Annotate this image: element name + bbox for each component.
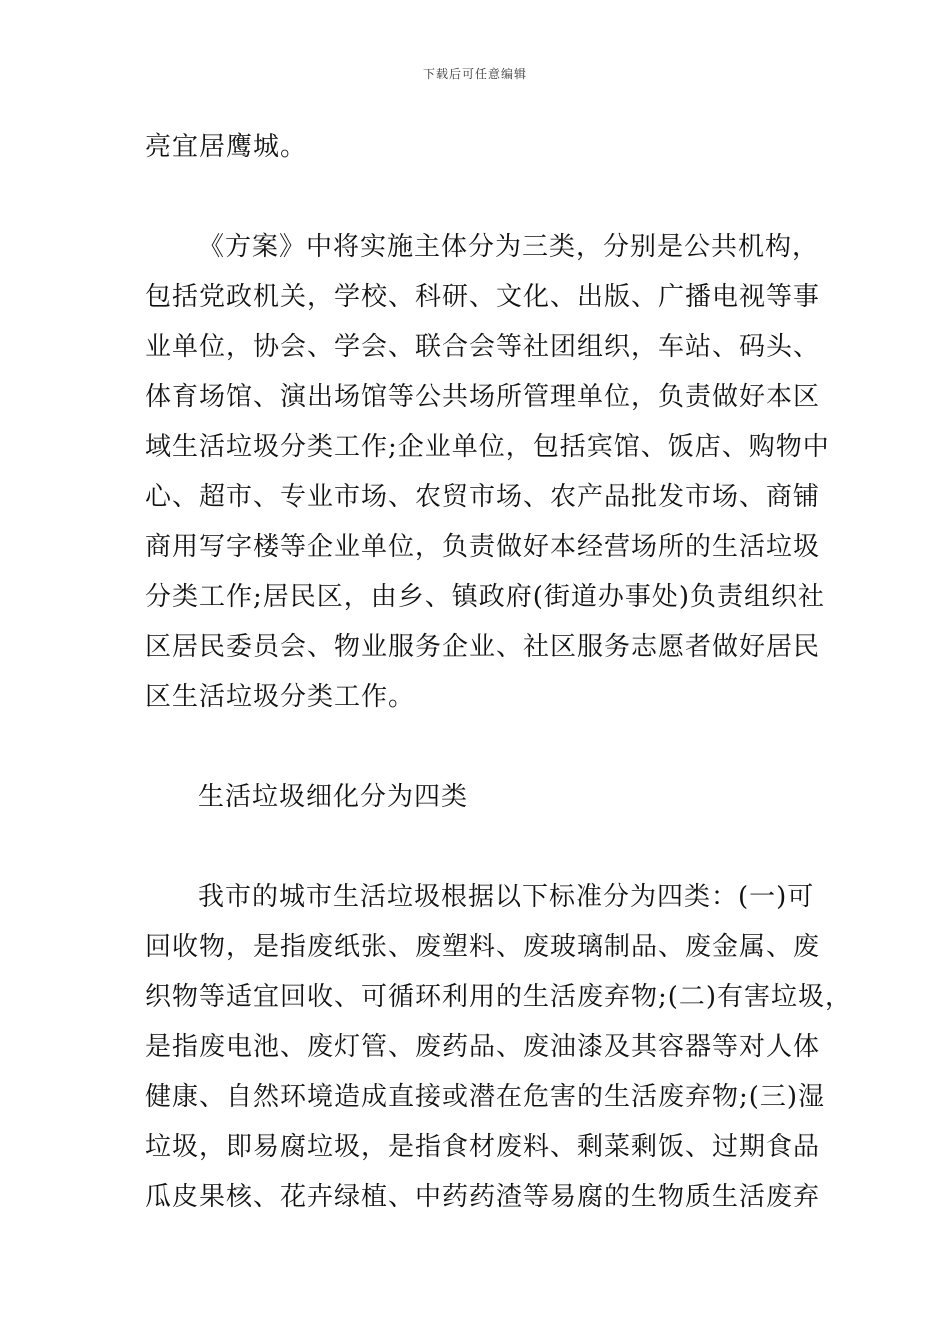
text-line: 是指废电池、废灯管、废药品、废油漆及其容器等对人体 — [145, 1032, 821, 1062]
paragraph-gap — [145, 172, 810, 222]
text-line: 亮宜居鹰城。 — [145, 132, 308, 162]
paragraph-intro-end — [145, 122, 810, 172]
paragraph-gap — [145, 822, 810, 872]
text-line: 区生活垃圾分类工作。 — [145, 682, 416, 712]
page-header: 下载后可任意编辑 — [422, 67, 527, 81]
section-heading — [145, 772, 810, 822]
text-line: 分类工作;居民区，由乡、镇政府(街道办事处)负责组织社 — [145, 582, 826, 612]
text-line: 区居民委员会、物业服务企业、社区服务志愿者做好居民 — [145, 632, 821, 662]
text-line: 体育场馆、演出场馆等公共场所管理单位，负责做好本区 — [145, 382, 821, 412]
text-line: 瓜皮果核、花卉绿植、中药药渣等易腐的生物质生活废弃 — [145, 1182, 821, 1212]
text-line: 业单位，协会、学会、联合会等社团组织，车站、码头、 — [145, 332, 821, 362]
paragraph-four-categories — [145, 872, 853, 1222]
document-body — [145, 122, 853, 1222]
section-heading-text: 生活垃圾细化分为四类 — [198, 782, 469, 812]
text-line: 垃圾，即易腐垃圾，是指食材废料、剩菜剩饭、过期食品 — [145, 1132, 821, 1162]
text-line: 健康、自然环境造成直接或潜在危害的生活废弃物;(三)湿 — [145, 1082, 826, 1112]
text-line: 回收物，是指废纸张、废塑料、废玻璃制品、废金属、废 — [145, 932, 821, 962]
paragraph-gap — [145, 722, 810, 772]
paragraph-implementing-bodies — [145, 222, 830, 722]
text-line: 织物等适宜回收、可循环利用的生活废弃物;(二)有害垃圾， — [145, 982, 853, 1012]
text-line: 心、超市、专业市场、农贸市场、农产品批发市场、商铺 — [145, 482, 821, 512]
text-line: 商用写字楼等企业单位，负责做好本经营场所的生活垃圾 — [145, 532, 821, 562]
text-line: 我市的城市生活垃圾根据以下标准分为四类：(一)可 — [198, 882, 815, 912]
text-line: 包括党政机关，学校、科研、文化、出版、广播电视等事 — [145, 282, 821, 312]
text-line: 域生活垃圾分类工作;企业单位，包括宾馆、饭店、购物中 — [145, 432, 830, 462]
text-line: 《方案》中将实施主体分为三类，分别是公共机构， — [198, 232, 820, 262]
